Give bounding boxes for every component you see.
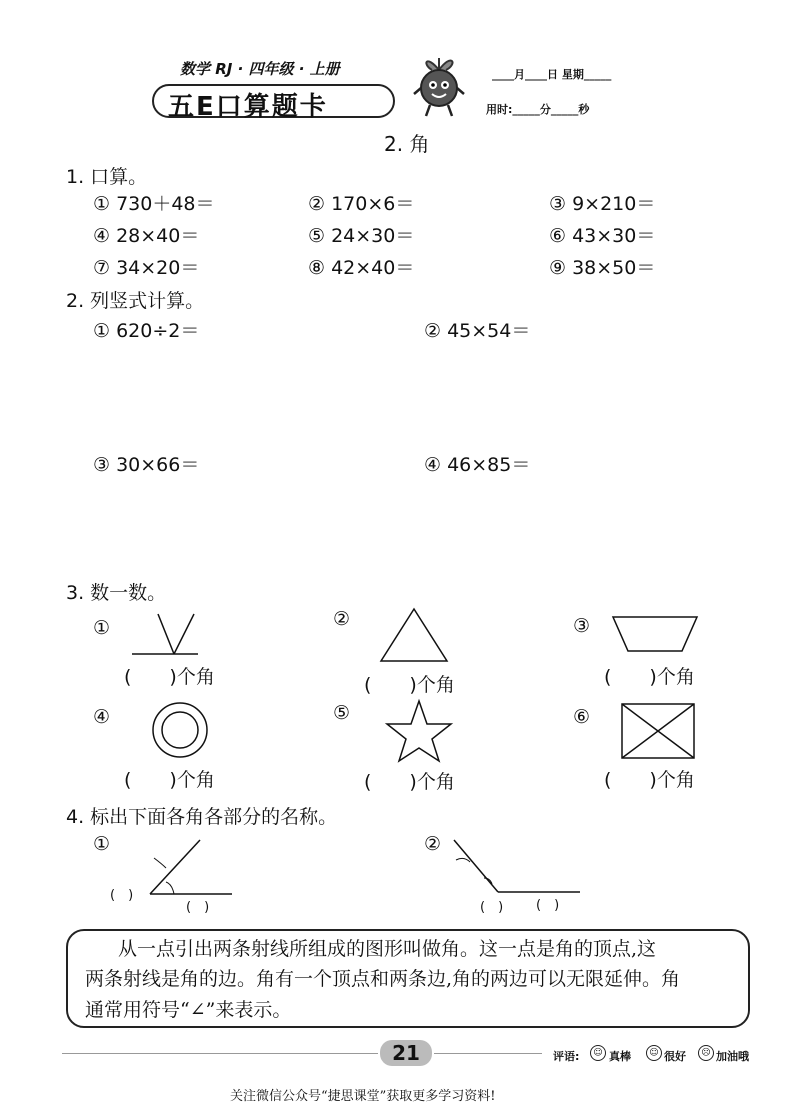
card-title: 五E口算题卡 [168,92,328,122]
q3-answer-blank[interactable]: ( )个角 [124,666,215,688]
q2-item: ② 45×54＝ [424,320,531,342]
q2-title: 2. 列竖式计算。 [66,290,205,312]
q1-item: ① 730＋48＝ [93,193,215,215]
rating-face-icon[interactable]: ☺ [590,1045,606,1061]
q4-blank[interactable]: ( ) [480,900,504,915]
triangle-icon [378,606,450,664]
q3-marker: ③ [573,615,591,637]
q3-marker: ⑥ [573,706,591,728]
rating-option[interactable]: 很好 [664,1050,686,1063]
rating-label: 评语: [553,1050,580,1063]
date-line: ____月____日 星期_____ [492,68,612,81]
q3-marker: ⑤ [333,702,351,724]
crossed-rectangle-icon [620,702,696,760]
trapezoid-icon [610,614,700,654]
q4-marker: ① [93,833,111,855]
q2-item: ① 620÷2＝ [93,320,200,342]
q2-item: ③ 30×66＝ [93,454,200,476]
q1-item: ⑦ 34×20＝ [93,257,200,279]
q3-marker: ④ [93,706,111,728]
rating-option[interactable]: 加油哦 [716,1050,749,1063]
q1-item: ⑧ 42×40＝ [308,257,415,279]
q3-marker: ① [93,617,111,639]
q1-item: ③ 9×210＝ [549,193,656,215]
q3-marker: ② [333,608,351,630]
v-lines-icon [128,610,208,660]
q1-item: ② 170×6＝ [308,193,415,215]
definition-line: 两条射线是角的边。角有一个顶点和两条边,角的两边可以无限延伸。角 [85,968,681,990]
q3-title: 3. 数一数。 [66,582,167,604]
q1-item: ⑥ 43×30＝ [549,225,656,247]
q1-item: ⑨ 38×50＝ [549,257,656,279]
page-number: 21 [380,1040,432,1066]
section-title: 2. 角 [384,132,430,156]
angle-diagram-1 [140,832,240,900]
q3-answer-blank[interactable]: ( )个角 [604,666,695,688]
q3-answer-blank[interactable]: ( )个角 [604,769,695,791]
q1-title: 1. 口算。 [66,166,148,188]
q3-answer-blank[interactable]: ( )个角 [124,769,215,791]
time-line: 用时:_____分_____秒 [486,103,590,116]
q1-item: ④ 28×40＝ [93,225,200,247]
q4-marker: ② [424,833,442,855]
ring-icon [150,700,210,760]
footer-divider [434,1053,542,1054]
q1-item: ⑤ 24×30＝ [308,225,415,247]
series-label: 数学 RJ · 四年级 · 上册 [180,60,340,78]
rating-face-icon[interactable]: ☹ [698,1045,714,1061]
q2-item: ④ 46×85＝ [424,454,531,476]
q4-blank[interactable]: ( ) [110,888,134,903]
q3-answer-blank[interactable]: ( )个角 [364,771,455,793]
rating-face-icon[interactable]: ☺ [646,1045,662,1061]
star-icon [384,698,454,764]
q4-blank[interactable]: ( ) [186,900,210,915]
angle-diagram-2 [448,832,588,900]
definition-line: 通常用符号“∠”来表示。 [85,999,292,1021]
q3-answer-blank[interactable]: ( )个角 [364,674,455,696]
definition-line: 从一点引出两条射线所组成的图形叫做角。这一点是角的顶点,这 [118,938,657,960]
promo-text: 关注微信公众号“捷思课堂”获取更多学习资料! [230,1089,496,1104]
footer-divider [62,1053,378,1054]
rating-option[interactable]: 真棒 [609,1050,631,1063]
q4-title: 4. 标出下面各角各部分的名称。 [66,806,338,828]
q4-blank[interactable]: ( ) [536,898,560,913]
radish-mascot-icon [408,50,470,120]
